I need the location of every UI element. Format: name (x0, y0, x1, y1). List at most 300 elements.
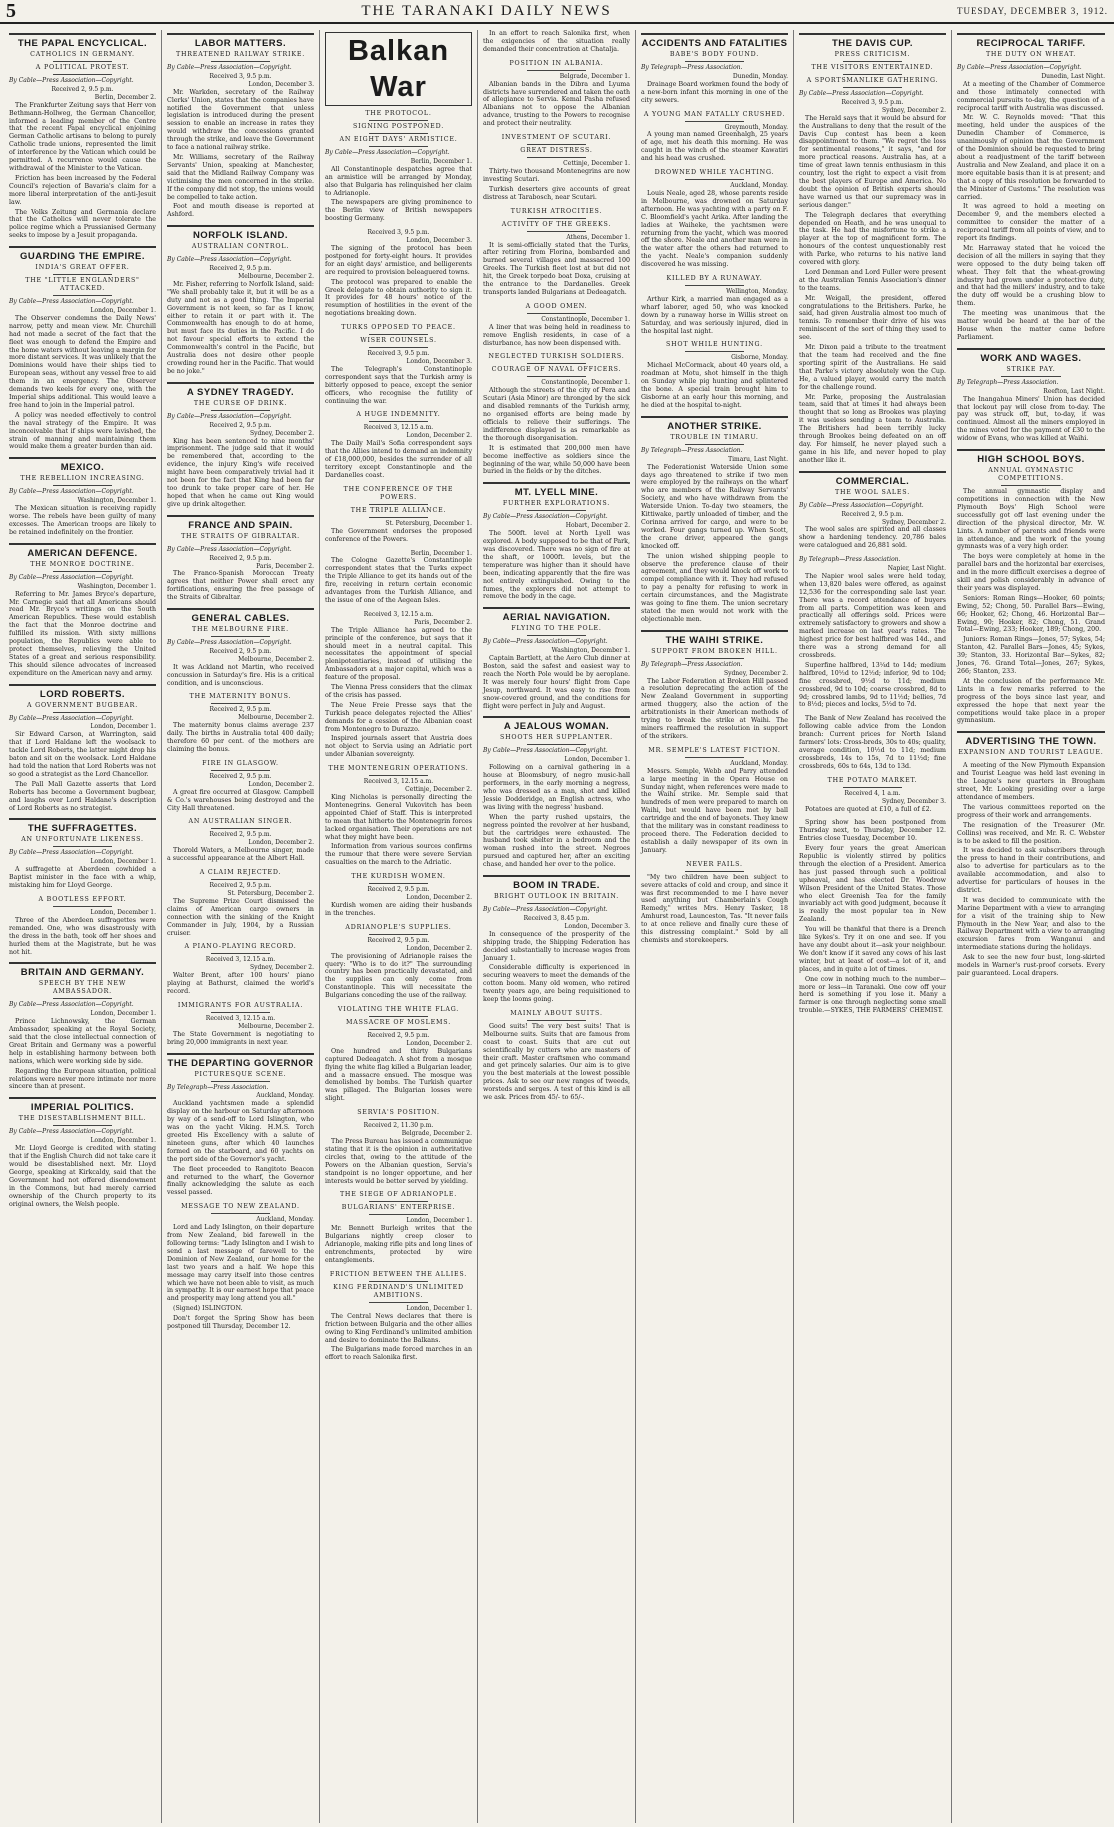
divider (685, 179, 744, 180)
article-subhead: BRIGHT OUTLOOK IN BRITAIN. (493, 893, 620, 901)
article-dateline: Wellington, Monday. (726, 288, 788, 296)
article-body (325, 627, 472, 760)
article-headline: GENERAL CABLES. (167, 608, 314, 624)
received-time: Received 3, 9.5 p.m. (367, 350, 430, 358)
article-subhead: AUSTRALIAN CONTROL. (191, 243, 290, 251)
article-paragraph: One cow in nothing much to the number—more or less—in Taranaki. One cow off your herd is something if you lose it. Many a farmer is one through neglecting some small trouble.—SYKES, THE FARMERS' CHEMIST. (799, 975, 946, 1015)
article-dateline: London, December 1. (406, 1217, 472, 1225)
article-paragraph: The Franco-Spanish Moroccan Treaty agrees that neither Power shall erect any fortifications, ensuring the free passage of the Straits of Gibraltar. (167, 570, 314, 602)
article-subhead: A CLAIM REJECTED. (199, 869, 282, 877)
article (957, 348, 1105, 443)
article-body (167, 664, 314, 688)
article-paragraph: The Vienna Press considers that the climax of the crisis has passed. (325, 684, 472, 699)
article (483, 303, 630, 348)
divider (843, 61, 902, 62)
received-time: Received 3, 12.15 a.m. (205, 1014, 276, 1022)
article (167, 1002, 314, 1047)
article-dateline: London, December 3. (564, 922, 630, 930)
article-headline: AMERICAN DEFENCE. (9, 543, 156, 559)
article-paragraph: The Bank of New Zealand has received the following cable advice from the London branch: Current prices for North Island farmers' lots: Cross-breds, 30s to 40s; quality, average condition, 10½d to 11d; medium crossbreds, 14s to 15s, 7d to 11½d; fine crossbreds, 60s to 64s, 13d to 13d. (799, 715, 946, 770)
article-byline: By Cable—Press Association—Copyright. (483, 513, 608, 521)
divider (369, 883, 428, 884)
article (325, 324, 472, 405)
article-paragraph: The annual gymnastic display and competitions in connection with the New Plymouth Boys' High School were successfully got off last evening under the direction of the physical director, Mr. W. Lints. A number of parents and friends were in attendance, and the work of the young gymnasts was of a very high order. (957, 488, 1105, 551)
article-headline: THE DEPARTING GOVERNOR (167, 1053, 314, 1069)
article-paragraph: The wool sales are spirited and all classes show a hardening tendency. 20,786 bales were catalogued and 26,881 sold. (799, 526, 946, 550)
article-headline: ADVERTISING THE TOWN. (957, 731, 1105, 747)
received-time: Received 2, 9.5 p.m. (51, 85, 114, 93)
article (799, 556, 946, 709)
article-dateline: London, December 1. (564, 756, 630, 764)
article-paragraph: Potatoes are quoted at £10, a full of £2. (805, 805, 932, 813)
divider (369, 421, 428, 422)
article-paragraph: Seniors: Roman Rings—Hooker, 60 points; Ewing, 52; Chong, 50. Parallel Bars—Ewing, 66; Hooker, 62; Chong, 46. Horizontal Bar—Ewing, 90; Hooker, 82; Chong, 51. Grand Total—Ewing, 233; Hooker, 189; Chong, 200. (957, 594, 1105, 634)
article (9, 962, 156, 1091)
article-headline: THE PAPAL ENCYCLICAL. (9, 33, 156, 49)
divider (53, 295, 112, 296)
article-byline: By Cable—Press Association—Copyright. (9, 488, 134, 496)
article (483, 60, 630, 128)
divider (1001, 485, 1060, 486)
article-paragraph: Lord Denman and Lord Fuller were present at the Australian Tennis Association's dinner to the teams. (799, 268, 946, 292)
article-body (325, 953, 472, 1000)
article-dateline: Sydney, December 2. (249, 429, 314, 437)
article (483, 353, 630, 476)
received-time: Received 2, 9.5 p.m. (367, 886, 430, 894)
article-paragraph: Prince Lichnowsky, the German Ambassador, speaking at the Royal Society, said that the close intellectual connection of Great Britain and Germany was a powerful help in establishing harmony between both nations, which were working side by side. (9, 1018, 156, 1065)
article-dateline: London, December 1. (90, 1137, 156, 1145)
article-body (799, 115, 946, 465)
article-paragraph: (Signed) ISLINGTON. (173, 1305, 243, 1313)
article-subhead: SHOOTS HER SUPPLANTER. (500, 734, 613, 742)
divider (527, 376, 586, 377)
article-paragraph: The Daily Mail's Sofia correspondent says that the Allies intend to demand an indemnity of £18,000,000, besides the surrender of all territory except Constantinople and the Dardanelles coast. (325, 440, 472, 479)
article-subhead: MR. SEMPLE'S LATEST FICTION. (648, 746, 781, 754)
article (325, 611, 472, 759)
article-dateline: Washington, December 1. (551, 647, 630, 655)
article-byline: By Telegraph—Press Association. (957, 378, 1059, 386)
article-body (9, 731, 156, 812)
article-dateline: Melbourne, December 2. (238, 273, 314, 281)
article-subhead: A SPORTSMANLIKE GATHERING. (806, 77, 939, 84)
article-body (799, 819, 946, 1015)
article-paragraph: The boys were completely at home in the parallel bars and the horizontal bar exercises, and in the more difficult exercises a degree of skill and polish considerably in advance of their years was displayed. (957, 553, 1105, 592)
article-paragraph: It was Ackland not Martin, who received concussion in Saturday's fire. His is a critical condition, and is unconscious. (167, 663, 314, 687)
article (641, 416, 788, 624)
divider (843, 74, 902, 75)
divider (211, 770, 270, 771)
article-body (9, 591, 156, 678)
article-byline: By Cable—Press Association—Copyright. (483, 747, 608, 755)
paper-title: THE TARANAKI DAILY NEWS (361, 2, 612, 19)
article (325, 924, 472, 1000)
article-paragraph: Every four years the great American Republic is violently stirred by politics through the election of a President. America has just passed through such a political upheaval, and has elected Dr. Woodrow Wilson President of the United States. Those who elect Greenish Tea for the family invariably act with good judgment, because it is really the most popular tea in New Zealand. (799, 845, 946, 924)
article-subhead: BABE'S BODY FOUND. (669, 51, 760, 58)
divider (369, 775, 428, 776)
article-paragraph: The union wished shipping people to observe the preference clause of their agreement, and they would knock off work to compel compliance with it. They had refused to pay a penalty for refusing to work in certain circumstances, and the Magistrate was going to fine them. The union secretary stated the men would not work with the objectionable men. (641, 552, 788, 623)
article-paragraph: Walter Brent, after 100 hours' piano playing at Bathurst, claimed the world's record. (167, 972, 314, 996)
article-paragraph: The fleet proceeded to Rangitoto Beacon and returned to the wharf, the Governor finally acknowledging the salute as each vessel passed. (167, 1165, 314, 1197)
article-subhead: TROUBLE IN TIMARU. (670, 433, 759, 441)
article-subhead: THE TRIPLE ALLIANCE. (350, 506, 447, 514)
article-dateline: Auckland, Monday. (256, 1216, 314, 1224)
issue-date: TUESDAY, DECEMBER 3, 1912. (956, 6, 1108, 16)
article (9, 457, 156, 536)
article-headline: A JEALOUS WOMAN. (483, 716, 630, 732)
received-time: Received 2, 9.5 p.m. (841, 510, 904, 518)
article-paragraph: In consequence of the prosperity of the shipping trade, the Shipping Federation has decided substantially to increase wages from January 1. (483, 930, 630, 962)
article-subhead: ACTIVITY OF THE GREEKS. (501, 220, 612, 228)
column-5 (636, 30, 794, 1823)
article (167, 33, 314, 219)
divider (1001, 759, 1060, 760)
divider (211, 543, 270, 544)
newspaper-columns (4, 30, 1110, 1823)
article-byline: By Cable—Press Association—Copyright. (167, 64, 292, 71)
article-paragraph: At the conclusion of the performance Mr. Lints in a few remarks referred to the progress of the boys since last year, and expressed the hope that next year the competitions would take place in a proper gymnasium. (957, 677, 1105, 725)
article-byline: By Telegraph—Press Association. (167, 1083, 269, 1091)
divider (211, 253, 270, 254)
divider (211, 636, 270, 637)
article-subhead: THE KURDISH WOMEN. (351, 873, 446, 881)
article-body (325, 1225, 472, 1265)
article-subhead: THE MELBOURNE FIRE. (192, 626, 289, 634)
article (9, 543, 156, 678)
article (483, 30, 630, 54)
article-byline: By Cable—Press Association—Copyright. (483, 906, 608, 914)
divider (53, 712, 112, 713)
article-paragraph: The Herald says that it would be absurd for the Australians to deny that the result of the Davis Cup contest has been a keen disappointment to them. "We regret the loss for sentimental reasons," it says, "and for more practical reasons. Australia has, at a time of great lawn tennis enthusiasm in this country, lost the right to expect a visit from the best players of Europe and America. No doubt the opinion of British experts should have warned us that our supremacy was in serious danger." (799, 114, 946, 209)
article-paragraph: Louis Neale, aged 28, whose parents reside in Melbourne, was drowned on Saturday afternoon. He was yachting with a party on F. C. Bloomfield's yacht Arika. After landing the ladies at Waiheke, the yachtsmen were returning from the yacht, which was moored off the shore. Neale and another man were in the water after the others had returned to the yacht. Neale's companion suddenly discovered he was missing. (641, 189, 788, 269)
article-paragraph: The Supreme Prize Court dismissed the claims of American cargo owners in connection with the sinking of the Knight Commander in July, 1904, by a Russian cruiser. (167, 897, 314, 937)
article-subhead: THE DISESTABLISHMENT BILL. (18, 1115, 147, 1123)
article-byline: By Cable—Press Association—Copyright. (167, 545, 292, 553)
article-paragraph: Mr. Fisher, referring to Norfolk Island, said: "We shall probably take it, but it will be as a duty and not as a good thing. The Imperial Government is not keen, so far as I know, either to retain it or part with it. The Commonwealth has enough to do at home, but must face its duties in the Pacific. I do not favour special efforts to extend the Commonwealth's control in the Pacific, but Australia does not desire other people crowding round her in the Pacific. That would be no joke." (167, 280, 314, 375)
article-subhead: A POLITICAL PROTEST. (35, 64, 130, 71)
article-dateline: Athens, December 1. (566, 233, 630, 241)
article-paragraph: The Press Bureau has issued a communique stating that it is the opinion in authoritative circles that, owing to the attitude of the Powers on the Albanian question, Servia's standpoint is no longer opportune, and her interests would be better served by yielding. (325, 1138, 472, 1185)
article-headline: LORD ROBERTS. (9, 684, 156, 700)
article-body (325, 166, 472, 223)
article-dateline: Reefton, Last Night. (1043, 387, 1105, 395)
article (483, 875, 630, 1004)
article-paragraph: Information from various sources confirms the rumour that there were severe Servian casualties on the march to the Adriatic. (325, 843, 472, 867)
article-paragraph: Mr. W. C. Reynolds moved: "That this meeting, held under the auspices of the Dunedin Chamber of Commerce, is unanimously of opinion that the Government of the Dominion should be requested to bring about a readjustment of the tariff between Australia and New Zealand, and place it on a more equitable basis than it is at present; and that a copy of this resolution be forwarded to the Minister of Customs." The resolution was carried. (957, 114, 1105, 201)
divider (685, 351, 744, 352)
article-body (957, 762, 1105, 978)
article-byline: By Telegraph—Press Association. (799, 556, 901, 564)
article-subhead: DROWNED WHILE YACHTING. (654, 169, 775, 177)
article-headline: ANOTHER STRIKE. (641, 416, 788, 432)
column-2 (162, 30, 320, 1823)
article (483, 607, 630, 710)
divider (369, 934, 428, 935)
article-paragraph: Following on a carnival gathering in a house at Bloomsbury, of negro music-hall performers, in the early morning a negress, who was dressed as a man, shot and killed Jessie Dodderidge, an English actress, who was living with the negress' husband. (483, 764, 630, 811)
article-subhead: THREATENED RAILWAY STRIKE. (175, 51, 306, 58)
article-dateline: Belgrade, December 1. (559, 72, 630, 80)
article-subhead: AN UNFORTUNATE LIKENESS. (21, 836, 144, 844)
article-dateline: Cettinje, December 1. (563, 160, 630, 168)
divider (369, 1119, 428, 1120)
article-subhead: THE MONROE DOCTRINE. (30, 560, 135, 568)
article-paragraph: A policy was needed effectively to control the naval strategy of the Empire. It was inconceivable that if ships were lavished, the strain of manning and maintaining them would make them a greater burden than aid. (9, 411, 156, 451)
article-dateline: Constantinople, December 1. (541, 315, 630, 323)
section-banner: Balkan War (325, 32, 472, 106)
received-time: Received 4, 1 a.m. (844, 789, 901, 797)
article (325, 1006, 472, 1103)
article-subhead: IMMIGRANTS FOR AUSTRALIA. (177, 1001, 304, 1009)
article-subhead: THE VISITORS ENTERTAINED. (811, 64, 934, 71)
article-paragraph: Lord and Lady Islington, on their departure from New Zealand, bid farewell in the following terms: "Lady Islington and I wish to send a last message of farewell to the Dominion of New Zealand, our home for the last two years and a half. We hope this message may carry itself into those centres which we have not been able to visit, as much in sympathy. It is our earnest hope that peace and prosperity may long attend you all." (167, 1224, 314, 1303)
article-paragraph: The Labor Federation at Broken Hill passed a resolution deprecating the action of the New Zealand Government in supporting armed thuggery, also the action of the arbitrationists in their American methods of trying to break the strike at Waihi. The miners reaffirmed the resolution in support of the strikers. (641, 677, 788, 740)
divider (211, 703, 270, 704)
divider (685, 61, 744, 62)
article-headline: A SYDNEY TRAGEDY. (167, 382, 314, 398)
article-subhead: GREAT DISTRESS. (520, 147, 593, 155)
article-dateline: Gisborne, Monday. (731, 354, 788, 362)
article-body (9, 1018, 156, 1091)
article-byline: By Cable—Press Association—Copyright. (483, 638, 608, 646)
article-paragraph: All Constantinople despatches agree that an armistice will be arranged by Monday, also that Bulgaria has relinquished her claim to Adrianople. (325, 165, 472, 197)
article-paragraph: The Napier wool sales were held today, when 13,820 bales were offered, as against 12,536 for the corresponding sale last year. There was a record attendance of buyers from all parts. Competition was keen and practically all offerings sold. Prices were extremely satisfactory to growers and show a marked increase on last year's rates. The highest price for best halfbred was 14d., and there was a strong demand for all crossbreds. (799, 572, 946, 659)
article-body (325, 528, 472, 544)
article-byline: By Telegraph—Press Association. (641, 64, 743, 71)
article-body (167, 1224, 314, 1331)
article (799, 777, 946, 814)
article (325, 411, 472, 479)
divider (369, 347, 428, 348)
received-time: Received 3, 12.15 a.m. (205, 956, 276, 964)
article (483, 1010, 630, 1102)
article-dateline: Melbourne, December 2. (238, 714, 314, 722)
divider (1001, 376, 1060, 377)
article-body (483, 387, 630, 476)
article-paragraph: Mr. Warkden, secretary of the Railway Clerks' Union, states that the companies have notified the Government that unless legislation is introduced during the present session to enable an increase in rates they would withdraw the concessions granted through the strike, and leave the Government to face a national railway strike. (167, 88, 314, 152)
article-body (325, 366, 472, 406)
received-time: Received 2, 9.5 p.m. (367, 936, 430, 944)
article-paragraph: Mr. Williams, secretary of the Railway Servants' Union, speaking at Manchester, said that the Midland Railway Company was victimising the men concerned in the strike. If the company did not stop, the unions would be compelled to take action. (167, 153, 314, 201)
divider (53, 906, 112, 907)
article-paragraph: The maternity bonus claims average 237 daily. The births in Australia total 400 daily; therefore 60 per cent. of the mothers are claiming the bonus. (167, 722, 314, 753)
divider (211, 1012, 270, 1013)
article-body (167, 847, 314, 863)
received-time: Received 2, 11.30 p.m. (363, 1122, 434, 1130)
article-body (957, 81, 1105, 342)
article-body (957, 396, 1105, 443)
article-subhead: THE STRAITS OF GIBRALTAR. (181, 532, 300, 540)
article-body (799, 573, 946, 709)
article (325, 550, 472, 605)
received-time: Received 3, 9.5 p.m. (841, 98, 904, 106)
article-paragraph: Auckland yachtsmen made a splendid display on the harbour on Saturday afternoon by way of a send-off to Lord Islington, who was on the yacht Viking. H.M.S. Torch greeted His Excellency with a salute of nineteen guns, after which 40 launches formed on the starboard, and 60 yachts on the port side of the Governor's yacht. (167, 1100, 314, 1163)
article-paragraph: It was decided to communicate with the Marine Department with a view to arranging for a visit of the training ship to New Plymouth in the New Year, and also to the Railway Department with a view to arranging excursion fares from Wanganui and intermediate stations during the holidays. (957, 896, 1105, 952)
article-subhead: SIGNING POSTPONED. (352, 123, 444, 130)
article-body (325, 557, 472, 604)
received-time: Received 2, 9.5 p.m. (209, 772, 272, 780)
article-subhead: A HUGE INDEMNITY. (356, 411, 441, 419)
article-body (799, 526, 946, 550)
article-subhead: THE SIEGE OF ADRIANOPLE. (339, 1191, 458, 1199)
article-subhead: BULGARIANS' ENTERPRISE. (341, 1204, 456, 1212)
article-paragraph: The 500ft. level at North Lyell was explored. A body supposed to be that of Park, was discovered. There was no sign of fire at the shaft, or 1000ft. levels, but the temperature was higher than it should have been, indicating apparently that the fire was not entirely extinguished. Owing to the fumes, the explorers did not attempt to remove the body in the cage. (483, 530, 630, 601)
article-paragraph: The protocol was prepared to enable the Greek delegate to obtain authority to sign it. It provides for 48 hours' notice of the resumption of hostilities in the event of the negotiations breaking down. (325, 278, 472, 318)
article-subhead: A BOOTLESS EFFORT. (38, 895, 127, 903)
article-dateline: London, December 3. (406, 237, 472, 245)
article-dateline: London, December 1. (90, 858, 156, 866)
article-body (641, 81, 788, 105)
article (641, 33, 788, 105)
divider (53, 274, 112, 275)
article-body (9, 917, 156, 957)
article-paragraph: Albanian bands in the Dibra and Lyuma districts have surrendered and taken the oath of allegiance to Servia. Kemal Pasha refused Albanians not to oppose the Albanian advance, trusting to the Powers to recognise and protect their neutrality. (483, 80, 631, 128)
article-paragraph: A meeting of the New Plymouth Expansion and Tourist League was held last evening in the League's new quarters in Brougham street, Mr. Looking presiding over a large attendance of members. (957, 762, 1105, 801)
article-paragraph: The Bulgarians made forced marches in an effort to reach Salonika first. (325, 1346, 472, 1362)
article-subhead: NEVER FAILS. (686, 860, 743, 868)
article-paragraph: Referring to Mr. James Bryce's departure, Mr. Carnegie said that all Americans should read Mr. Bryce's writings on the South American Republics. These would establish the fact that the Monroe doctrine and fulfilled its mission. With sixty millions population, the Republics were able to protect themselves, relieving the United States of a great and serious responsibility. This should silence advocates of increased expenditure on the American navy and army. (9, 590, 156, 677)
article-headline: ACCIDENTS AND FATALITIES (641, 33, 788, 49)
article-body (483, 931, 630, 1004)
article-subhead: FRICTION BETWEEN THE ALLIES. (329, 1270, 468, 1278)
article (9, 818, 156, 890)
article-paragraph: It was agreed to hold a meeting on December 9, and the members elected a committee to consider the matter of a reciprocal tariff from all points of view, and to report its findings. (957, 203, 1105, 243)
received-time: Received 3, 9.5 p.m. (209, 72, 272, 80)
article-dateline: London, December 2. (406, 432, 472, 440)
article-dateline: Melbourne, December 2. (238, 1022, 314, 1030)
article-dateline: Auckland, Monday. (730, 759, 788, 767)
article-byline: By Cable—Press Association—Copyright. (9, 298, 134, 306)
article-dateline: Dunedin, Monday. (732, 72, 788, 80)
divider (369, 1201, 428, 1202)
received-time: Received 3, 8.45 p.m. (523, 914, 590, 922)
article-dateline: Washington, December 1. (77, 497, 156, 505)
article-paragraph: The Observer condemns the Daily News' narrow, petty and mean view. Mr. Churchill had not made a secret of the fact that the fleet was enough to defend the Empire and the home waters without leaving a margin for more distant services. It was unlikely that the Dominions would have their ships tied to European seas, without any vessel free to aid them in an emergency. The Observer demands two keels for every one, with the Imperial ships additional. This would leave a free hand to join in the Imperial patrol. (9, 314, 156, 409)
article (325, 1271, 472, 1362)
article-paragraph: At a meeting of the Chamber of Commerce and those intimately connected with commercial pursuits to-day, the question of a reciprocal tariff with Australia was discussed. (957, 80, 1105, 112)
article (167, 869, 314, 937)
article-headline: HIGH SCHOOL BOYS. (957, 449, 1105, 465)
article-subhead: CATHOLICS IN GERMANY. (30, 51, 135, 58)
article-dateline: Sydney, December 2. (881, 106, 946, 114)
article-byline: By Telegraph—Press Association. (641, 446, 743, 454)
divider (211, 879, 270, 880)
article-dateline: Dunedin, Last Night. (1041, 72, 1105, 80)
received-time: Received 2, 9.5 p.m. (209, 647, 272, 655)
article-paragraph: Juniors: Roman Rings—Jones, 57; Sykes, 54; Stanton, 42. Parallel Bars—Jones, 45; Sykes, 39; Stanton, 33. Horizontal Bar—Sykes, 82; Jones, 76. Grand Total—Jones, 267; Sykes, 266; Stanton, 233. (957, 636, 1105, 675)
column-3 (320, 30, 478, 1823)
article-paragraph: Three of the Aberdeen suffragettes were remanded. One, who was disastrously with the dress in the bath, took off her shoes and hurled them at the Magistrate, but he was not hit. (9, 916, 156, 956)
divider (685, 121, 744, 122)
article-body (167, 89, 314, 220)
article-paragraph: The State Government is negotiating to bring 20,000 immigrants in next year. (167, 1030, 314, 1046)
article-body (325, 245, 472, 318)
article-dateline: Sydney, December 2. (881, 518, 946, 526)
article-dateline: London, December 2. (248, 780, 314, 788)
article-dateline: St. Petersburg, December 1. (385, 519, 472, 527)
article-paragraph: A suffragette at Aberdeen cowhided a Baptist minister in the face with a whip, mistaking him for Lloyd George. (9, 866, 156, 890)
article-paragraph: Foot and mouth disease is reported at Ashford. (167, 203, 314, 219)
divider (685, 444, 744, 445)
article-paragraph: When the party rushed upstairs, the negress pointed the revolver at her husband, but the cartridges were exhausted. The husband took shelter in a bedroom and the woman rushed into the street. Negroes pursued and captured her, after an exciting chase, and handed her over to the police. (483, 813, 630, 869)
article-dateline: Timaru, Last Night. (728, 455, 788, 463)
article-headline: RECIPROCAL TARIFF. (957, 33, 1105, 49)
article-paragraph: The Telegraph's Constantinople correspondent says that the Turkish army is bitterly opposed to peace, except the senior officers, who recognise the futility of continuing the war. (325, 365, 472, 405)
article-subhead: MAINLY ABOUT SUITS. (510, 1009, 603, 1017)
divider (53, 1125, 112, 1126)
article-body (9, 866, 156, 890)
article-byline: By Cable—Press Association—Copyright. (799, 501, 924, 509)
divider (53, 61, 112, 62)
article (167, 1203, 314, 1331)
article-byline: By Cable—Press Association—Copyright. (9, 849, 134, 857)
article-subhead: FLYING TO THE POLE. (511, 625, 602, 633)
article (325, 765, 472, 867)
received-time: Received 2, 9.5 p.m. (209, 882, 272, 890)
divider (527, 744, 586, 745)
article (9, 33, 156, 240)
article (9, 1097, 156, 1208)
divider (369, 1029, 428, 1030)
article-body (167, 789, 314, 813)
article (167, 515, 314, 602)
article-body (167, 570, 314, 602)
article (167, 760, 314, 813)
article-body (641, 296, 788, 336)
received-time: Received 2, 9.5 p.m. (367, 1032, 430, 1040)
divider (211, 61, 270, 62)
article-dateline: Cettinje, December 2. (405, 786, 472, 794)
article-paragraph: The various committees reported on the progress of their work and arrangements. (957, 803, 1105, 819)
article-paragraph: The Frankfurter Zeitung says that Herr von Bethmann-Hollweg, the German Chancellor, informed a leading member of the Centre that the recent Papal encyclical enjoining German Catholic artisans to belong to purely Catholic trade unions, represented the limit of interference by the Vatican which could be permitted. A recurrence would cause the withdrawal of the Minister to the Vatican. (9, 101, 156, 172)
article-body (167, 722, 314, 754)
article-body (641, 464, 788, 624)
divider (211, 410, 270, 411)
article-dateline: Belgrade, December 2. (401, 1130, 472, 1138)
article-subhead: NEGLECTED TURKISH SOLDIERS. (488, 353, 625, 361)
article-body (325, 1313, 472, 1362)
article-byline: By Cable—Press Association—Copyright. (957, 64, 1082, 71)
article-subhead: THE CONFERENCE OF THE POWERS. (343, 485, 454, 501)
article (325, 1109, 472, 1185)
article-paragraph: The Neue Freie Presse says that the Turkish peace delegates rejected the Allies' demands for a cession of the Albanian coast from Montenegro to Durazzo. (325, 701, 472, 733)
article-paragraph: Mr. Dixon paid a tribute to the treatment that the team had received and the fine sporting spirit of the Australians. He said that Parke's victory absolutely won the Cup. He, a valued player, would carry the match for the challenge round. (799, 344, 946, 391)
divider (211, 1081, 270, 1082)
column-4 (478, 30, 636, 1823)
article-dateline: London, December 1. (406, 1304, 472, 1312)
article-subhead: WISER COUNSELS. (360, 337, 437, 345)
article-paragraph: The Telegraph declares that everything depended on Heath, and he was unequal to the task. He had the misfortune to strike a player at the top of magnificent form. The honours of the contest unquestionably rest with Parke, who returns to his native land covered with glory. (799, 211, 946, 267)
article (957, 449, 1105, 725)
article-paragraph: Arthur Kirk, a married man engaged as a wharf laborer, aged 50, who was knocked down by a runaway horse in Willis street on Saturday, and was seriously injured, died in the hospital last night. (641, 295, 788, 335)
article-paragraph: You will be thankful that there is a Drench like Sykes's. Try it on one and see. If you have any doubt about it—ask your neighbour. We don't know if it saved any cows of his last winter, but at least of cost—a lot of it, and places, and in quite a lot of times. (799, 926, 946, 973)
article (167, 608, 314, 687)
divider (53, 571, 112, 572)
divider (527, 231, 586, 232)
article-subhead: POSITION IN ALBANIA. (509, 59, 604, 67)
article-paragraph: Good suits! The very best suits! That is Melbourne suits. Suits that are famous from coast to coast. Suits that are cut out scientifically by cutters who are masters of their craft. Master craftsmen who command and get princely salaries. Our aim is to give you the best materials at the lowest possible prices. Ask to see our new ranges of tweeds, worsteds and serges. A test of this kind is all we ask. Prices from 45/- to 65/-. (483, 1022, 630, 1102)
article-paragraph: It is semi-officially stated that the Turks, after retiring from Florina, bombarded and burned several villages and massacred 100 Greeks. The Turkish fleet lost at but did not hit, the Greek torpedo boat Doxa, cruising at the entrance to the Dardanelles. Greek transports landed Bulgarians at Dedeagatch. (483, 241, 630, 296)
article (641, 630, 788, 741)
article-subhead: PICTURESQUE SCENE. (194, 1070, 287, 1078)
article-paragraph: The Pall Mall Gazette asserts that Lord Roberts has become a Government bugbear, and laughs over Lord Haldane's description of Lord Roberts as no strategist. (9, 780, 156, 812)
article-body (325, 1048, 472, 1103)
page-number: 5 (6, 0, 16, 22)
article-body (9, 102, 156, 240)
article-dateline: Auckland, Monday. (256, 1092, 314, 1100)
article-paragraph: "My two children have been subject to severe attacks of cold and croup, and since it was first recommended to me I have never used anything but Chamberlain's Cough Remedy," writes Mrs. Henry Tasker, 18 Amhurst road, Launceston, Tas. "It never fails to at once relieve and finally cure these of this distressing complaint." Sold by all chemists and storekeepers. (641, 873, 788, 944)
article (167, 818, 314, 863)
received-time: Received 2, 9.5 p.m. (209, 706, 272, 714)
article-paragraph: The Central News declares that there is friction between Bulgaria and the other allies owing to King Ferdinand's unlimited ambition and desire to dominate the Balkans. (325, 1312, 472, 1344)
